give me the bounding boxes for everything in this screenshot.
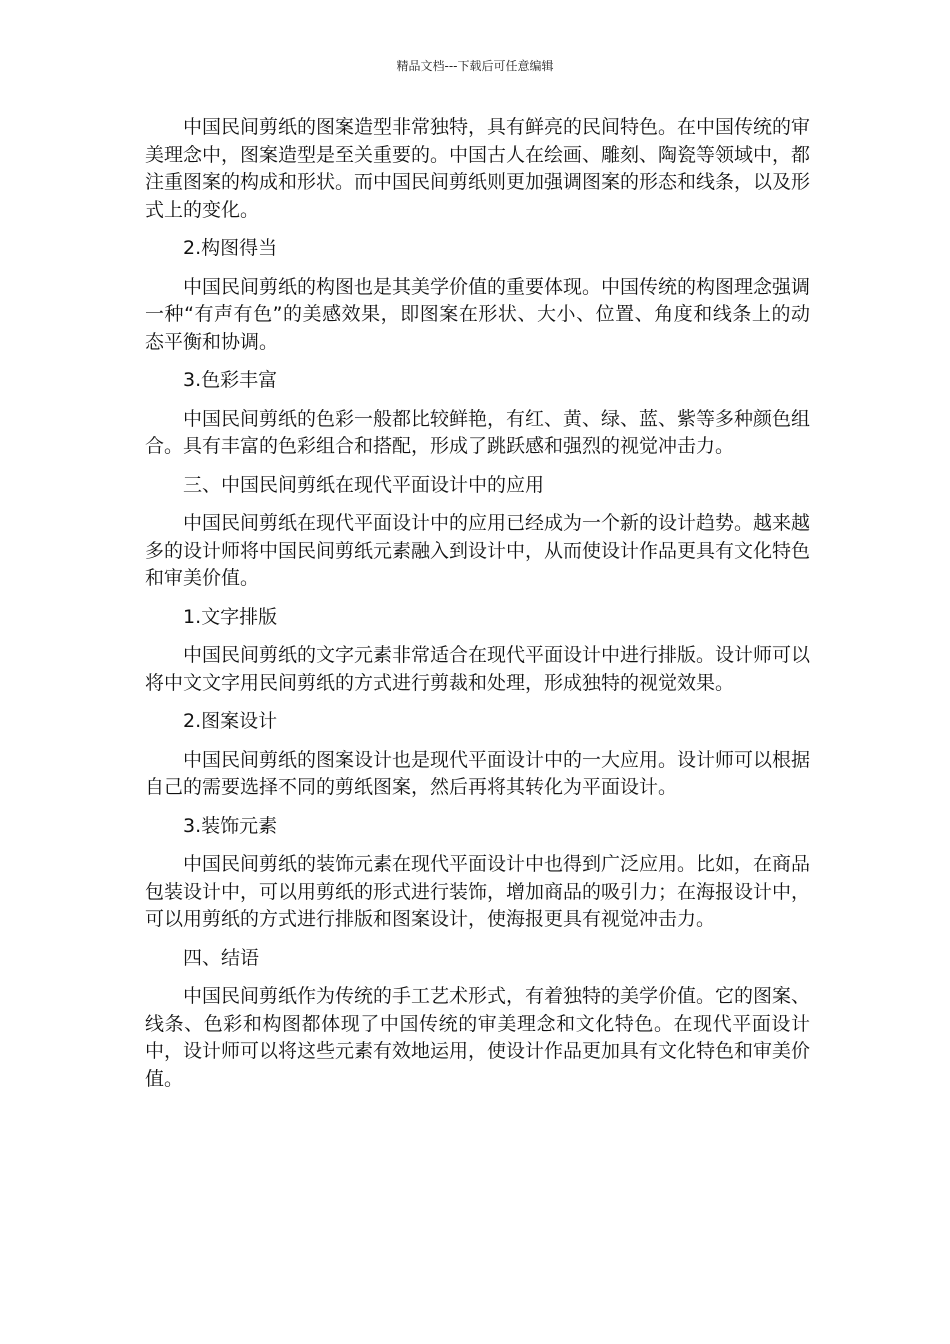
document-body <box>145 114 810 1104</box>
heading-section-three: 三、中国民间剪纸在现代平面设计中的应用 <box>183 473 545 496</box>
heading-composition: 2.构图得当 <box>183 237 278 259</box>
heading-typography: 1.文字排版 <box>183 605 278 628</box>
paragraph-color: 中国民间剪纸的色彩一般都比较鲜艳，有红、黄、绿、蓝、紫等多种颜色组合。具有丰富的色彩组合和搭配，形成了跳跃感和强烈的视觉冲击力。 <box>145 407 811 457</box>
paragraph-typography: 中国民间剪纸的文字元素非常适合在现代平面设计中进行排版。设计师可以将中文文字用民间剪纸的方式进行剪裁和处理，形成独特的视觉效果。 <box>145 644 811 694</box>
paragraph-decoration: 中国民间剪纸的装饰元素在现代平面设计中也得到广泛应用。比如，在商品包装设计中，可以用剪纸的形式进行装饰，增加商品的吸引力；在海报设计中，可以用剪纸的方式进行排版和图案设计，使海报更具有视觉冲击力。 <box>145 853 811 930</box>
paragraph-pattern-design: 中国民间剪纸的图案设计也是现代平面设计中的一大应用。设计师可以根据自己的需要选择不同的剪纸图案，然后再将其转化为平面设计。 <box>145 748 811 798</box>
paragraph-composition: 中国民间剪纸的构图也是其美学价值的重要体现。中国传统的构图理念强调一种“有声有色”的美感效果，即图案在形状、大小、位置、角度和线条上的动态平衡和协调。 <box>145 275 811 353</box>
heading-conclusion: 四、结语 <box>183 946 260 969</box>
heading-decoration: 3.装饰元素 <box>183 814 278 837</box>
heading-color: 3.色彩丰富 <box>183 369 278 391</box>
paragraph-application: 中国民间剪纸在现代平面设计中的应用已经成为一个新的设计趋势。越来越多的设计师将中国民间剪纸元素融入到设计中，从而使设计作品更具有文化特色和审美价值。 <box>145 512 811 589</box>
heading-pattern-design: 2.图案设计 <box>183 710 278 732</box>
page-header: 精品文档---下载后可任意编辑 <box>396 59 554 73</box>
paragraph-conclusion: 中国民间剪纸作为传统的手工艺术形式，有着独特的美学价值。它的图案、线条、色彩和构图都体现了中国传统的审美理念和文化特色。在现代平面设计中，设计师可以将这些元素有效地运用，使设计作品更加具有文化特色和审美价值。 <box>145 985 811 1090</box>
paragraph-intro-pattern: 中国民间剪纸的图案造型非常独特，具有鲜亮的民间特色。在中国传统的审美理念中，图案造型是至关重要的。中国古人在绘画、雕刻、陶瓷等领域中，都注重图案的构成和形状。而中国民间剪纸则更加强调图案的形态和线条，以及形式上的变化。 <box>145 116 811 221</box>
